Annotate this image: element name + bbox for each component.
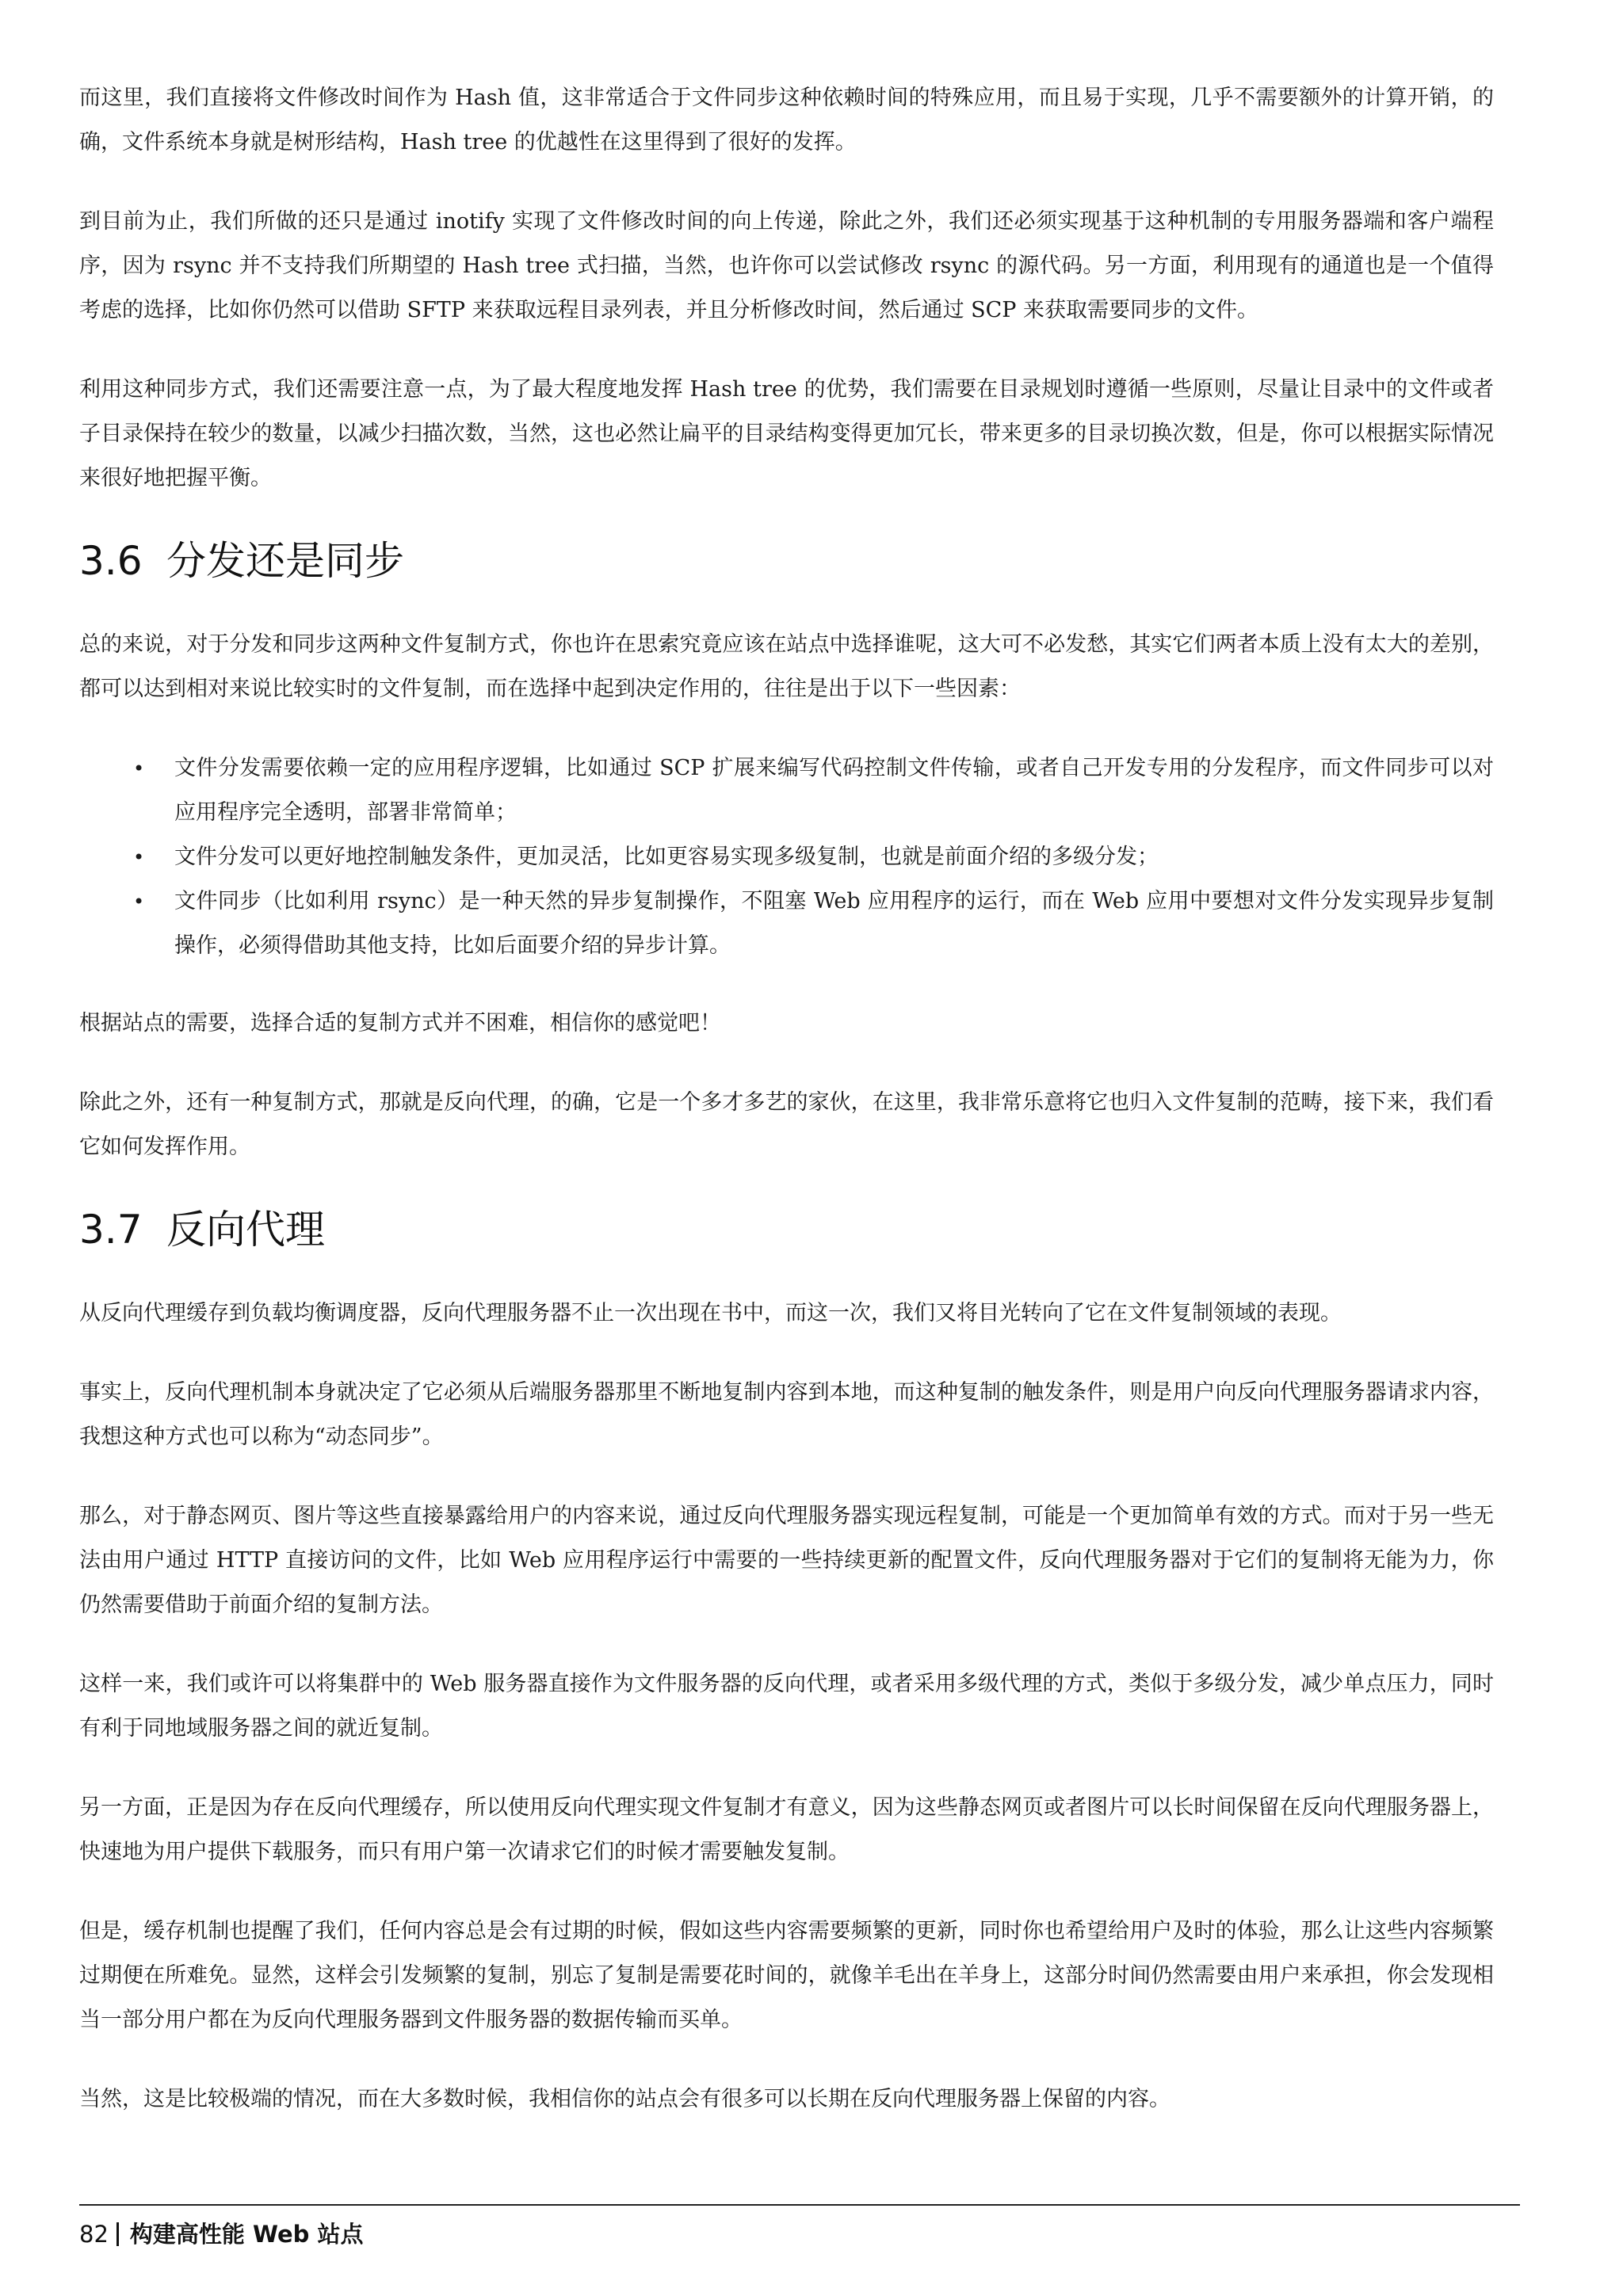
paragraph: 但是，缓存机制也提醒了我们，任何内容总是会有过期的时候，假如这些内容需要频繁的更新，同时你也希望给用户及时的体验，那么让这些内容频繁过期便在所难免。显然，这样会引发频繁的复制，别忘了复制是需要花时间的，就像羊毛出在羊身上，这部分时间仍然需要由用户来承担，你会发现相当一部分用户都在为反向代理服务器到文件服务器的数据传输而买单。 [79, 1919, 1494, 2032]
section-title: 分发还是同步 [166, 538, 404, 584]
list-item [79, 746, 1494, 835]
bullet-icon: • [133, 891, 145, 913]
paragraph: 另一方面，正是因为存在反向代理缓存，所以使用反向代理实现文件复制才有意义，因为这些静态网页或者图片可以长时间保留在反向代理服务器上，快速地为用户提供下载服务，而只有用户第一次请求它们的时候才需要触发复制。 [79, 1795, 1494, 1864]
list-item [79, 835, 1494, 879]
section-heading-3-7 [79, 1204, 1494, 1255]
section-heading-3-6 [79, 536, 1494, 586]
paragraph: 那么，对于静态网页、图片等这些直接暴露给用户的内容来说，通过反向代理服务器实现远程复制，可能是一个更加简单有效的方式。而对于另一些无法由用户通过 HTTP 直接访问的文件，比如 Web 应用程序运行中需要的一些持续更新的配置文件，反向代理服务器对于它们的复制将无能为力，你仍然需要借助于前面介绍的复制方法。 [79, 1504, 1494, 1617]
paragraph: 而这里，我们直接将文件修改时间作为 Hash 值，这非常适合于文件同步这种依赖时间的特殊应用，而且易于实现，几乎不需要额外的计算开销，的确，文件系统本身就是树形结构，Hash tree 的优越性在这里得到了很好的发挥。 [79, 86, 1494, 154]
section-number: 3.6 [79, 538, 143, 584]
list-item-text: 文件同步（比如利用 rsync）是一种天然的异步复制操作，不阻塞 Web 应用程序的运行，而在 Web 应用中要想对文件分发实现异步复制操作，必须得借助其他支持，比如后面要介绍的异步计算。 [174, 889, 1494, 958]
footer-divider [116, 2222, 119, 2246]
paragraph: 事实上，反向代理机制本身就决定了它必须从后端服务器那里不断地复制内容到本地，而这种复制的触发条件，则是用户向反向代理服务器请求内容，我想这种方式也可以称为“动态同步”。 [79, 1380, 1494, 1449]
paragraph: 从反向代理缓存到负载均衡调度器，反向代理服务器不止一次出现在书中，而这一次，我们又将目光转向了它在文件复制领域的表现。 [79, 1301, 1342, 1325]
page-number: 82 [79, 2221, 109, 2248]
paragraph: 利用这种同步方式，我们还需要注意一点，为了最大程度地发挥 Hash tree 的优势，我们需要在目录规划时遵循一些原则，尽量让目录中的文件或者子目录保持在较少的数量，以减少扫描次数，当然，这也必然让扁平的目录结构变得更加冗长，带来更多的目录切换次数，但是，你可以根据实际情况来很好地把握平衡。 [79, 377, 1494, 490]
page-body [79, 76, 1494, 2157]
paragraph: 这样一来，我们或许可以将集群中的 Web 服务器直接作为文件服务器的反向代理，或者采用多级代理的方式，类似于多级分发，减少单点压力，同时有利于同地域服务器之间的就近复制。 [79, 1672, 1494, 1741]
bullet-icon: • [133, 846, 145, 868]
page-footer [79, 2204, 1520, 2249]
list-item-text: 文件分发可以更好地控制触发条件，更加灵活，比如更容易实现多级复制，也就是前面介绍的多级分发； [174, 845, 1159, 869]
list-item-text: 文件分发需要依赖一定的应用程序逻辑，比如通过 SCP 扩展来编写代码控制文件传输，或者自己开发专用的分发程序，而文件同步可以对应用程序完全透明，部署非常简单； [174, 756, 1494, 825]
bullet-icon: • [133, 757, 145, 780]
bullet-list [79, 746, 1494, 968]
list-item [79, 879, 1494, 968]
paragraph: 根据站点的需要，选择合适的复制方式并不困难，相信你的感觉吧！ [79, 1011, 721, 1035]
section-number: 3.7 [79, 1207, 143, 1253]
paragraph: 当然，这是比较极端的情况，而在大多数时候，我相信你的站点会有很多可以长期在反向代理服务器上保留的内容。 [79, 2087, 1170, 2111]
paragraph: 总的来说，对于分发和同步这两种文件复制方式，你也许在思索究竟应该在站点中选择谁呢，这大可不必发愁，其实它们两者本质上没有太大的差别，都可以达到相对来说比较实时的文件复制，而在选择中起到决定作用的，往往是出于以下一些因素： [79, 632, 1494, 701]
book-title: 构建高性能 Web 站点 [129, 2221, 364, 2248]
paragraph: 到目前为止，我们所做的还只是通过 inotify 实现了文件修改时间的向上传递，除此之外，我们还必须实现基于这种机制的专用服务器端和客户端程序，因为 rsync 并不支持我们所期望的 Hash tree 式扫描，当然，也许你可以尝试修改 rsync 的源代码。另一方面，利用现有的通道也是一个值得考虑的选择，比如你仍然可以借助 SFTP 来获取远程目录列表，并且分析修改时间，然后通过 SCP 来获取需要同步的文件。 [79, 209, 1494, 322]
paragraph: 除此之外，还有一种复制方式，那就是反向代理，的确，它是一个多才多艺的家伙，在这里，我非常乐意将它也归入文件复制的范畴，接下来，我们看它如何发挥作用。 [79, 1090, 1494, 1159]
section-title: 反向代理 [166, 1207, 325, 1253]
